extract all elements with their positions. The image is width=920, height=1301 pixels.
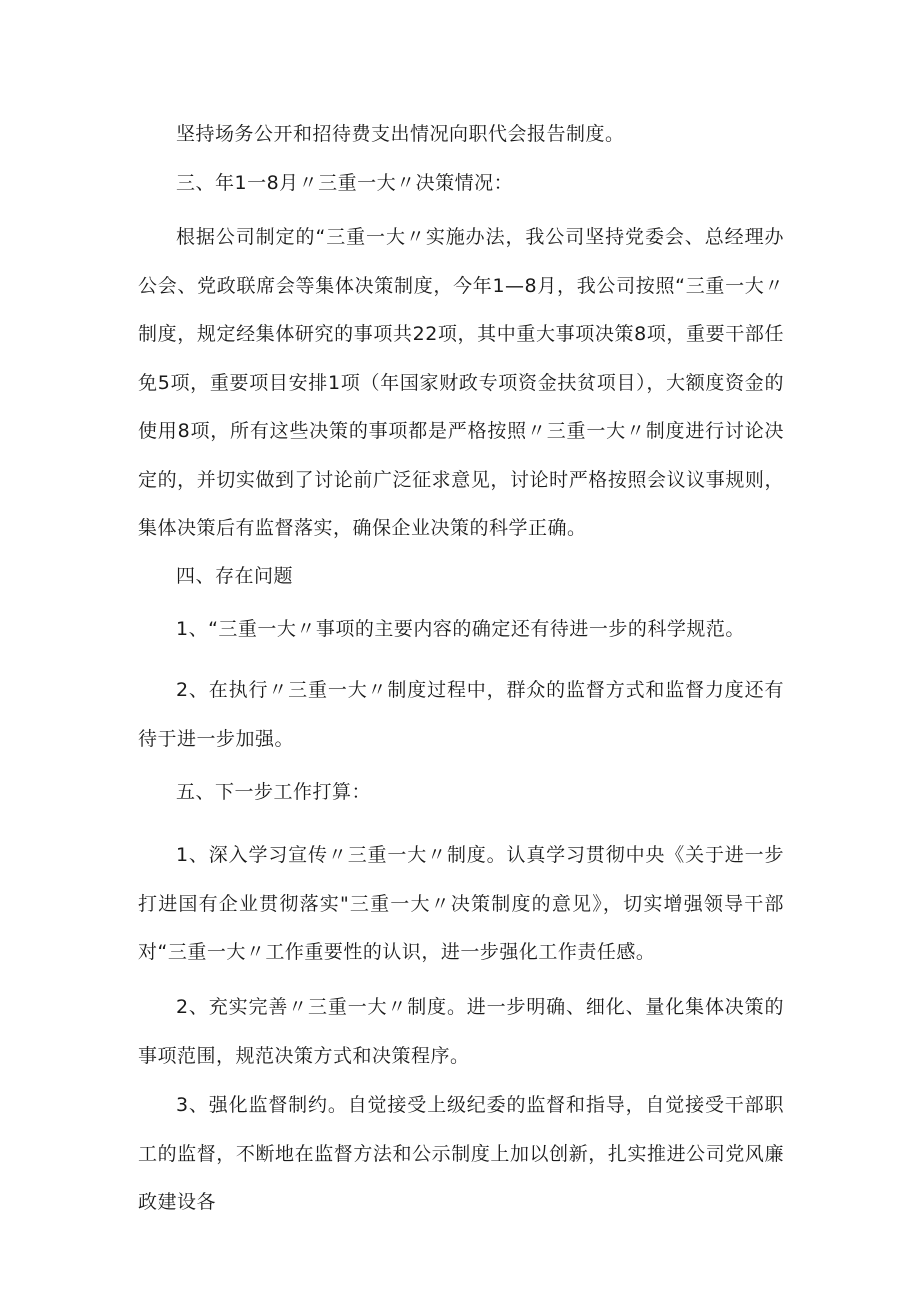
paragraph-next-step-3: 3、强化监督制约。自觉接受上级纪委的监督和指导，自觉接受干部职工的监督，不断地在监督方法和公示制度上加以创新，扎实推进公司党风廉政建设各 xyxy=(138,1094,784,1213)
paragraph-next-step-2: 2、充实完善〃三重一大〃制度。进一步明确、细化、量化集体决策的事项范围，规范决策方式和决策程序。 xyxy=(138,996,784,1067)
paragraph-public-disclosure: 坚持场务公开和招待费支出情况向职代会报告制度。 xyxy=(176,123,625,145)
paragraph-problem-1: 1、“三重一大〃事项的主要内容的确定还有待进一步的科学规范。 xyxy=(176,618,745,640)
paragraph-decision-details: 根据公司制定的“三重一大〃实施办法，我公司坚持党委会、总经理办公会、党政联席会等集体决策制度，今年1—8月，我公司按照“三重一大〃制度，规定经集体研究的事项共22项，其中重大事项决策8项，重要干部任免5项，重要项目安排1项（年国家财政专项资金扶贫项目），大额度资金的使用8项，所有这些决策的事项都是严格按照〃三重一大〃制度进行讨论决定的，并切实做到了讨论前广泛征求意见，讨论时严格按照会议议事规则，集体决策后有监督落实，确保企业决策的科学正确。 xyxy=(138,226,784,539)
heading-existing-problems: 四、存在问题 xyxy=(176,565,294,587)
heading-decision-status: 三、年1一8月〃三重一大〃决策情况： xyxy=(176,172,514,194)
heading-next-steps: 五、下一步工作打算： xyxy=(176,781,372,803)
paragraph-problem-2: 2、在执行〃三重一大〃制度过程中，群众的监督方式和监督力度还有待于进一步加强。 xyxy=(138,679,784,750)
paragraph-next-step-1: 1、深入学习宣传〃三重一大〃制度。认真学习贯彻中央《关于进一步打进国有企业贯彻落实"三重一大〃决策制度的意见》，切实增强领导干部对“三重一大〃工作重要性的认识，进一步强化工作责任感。 xyxy=(138,844,784,963)
